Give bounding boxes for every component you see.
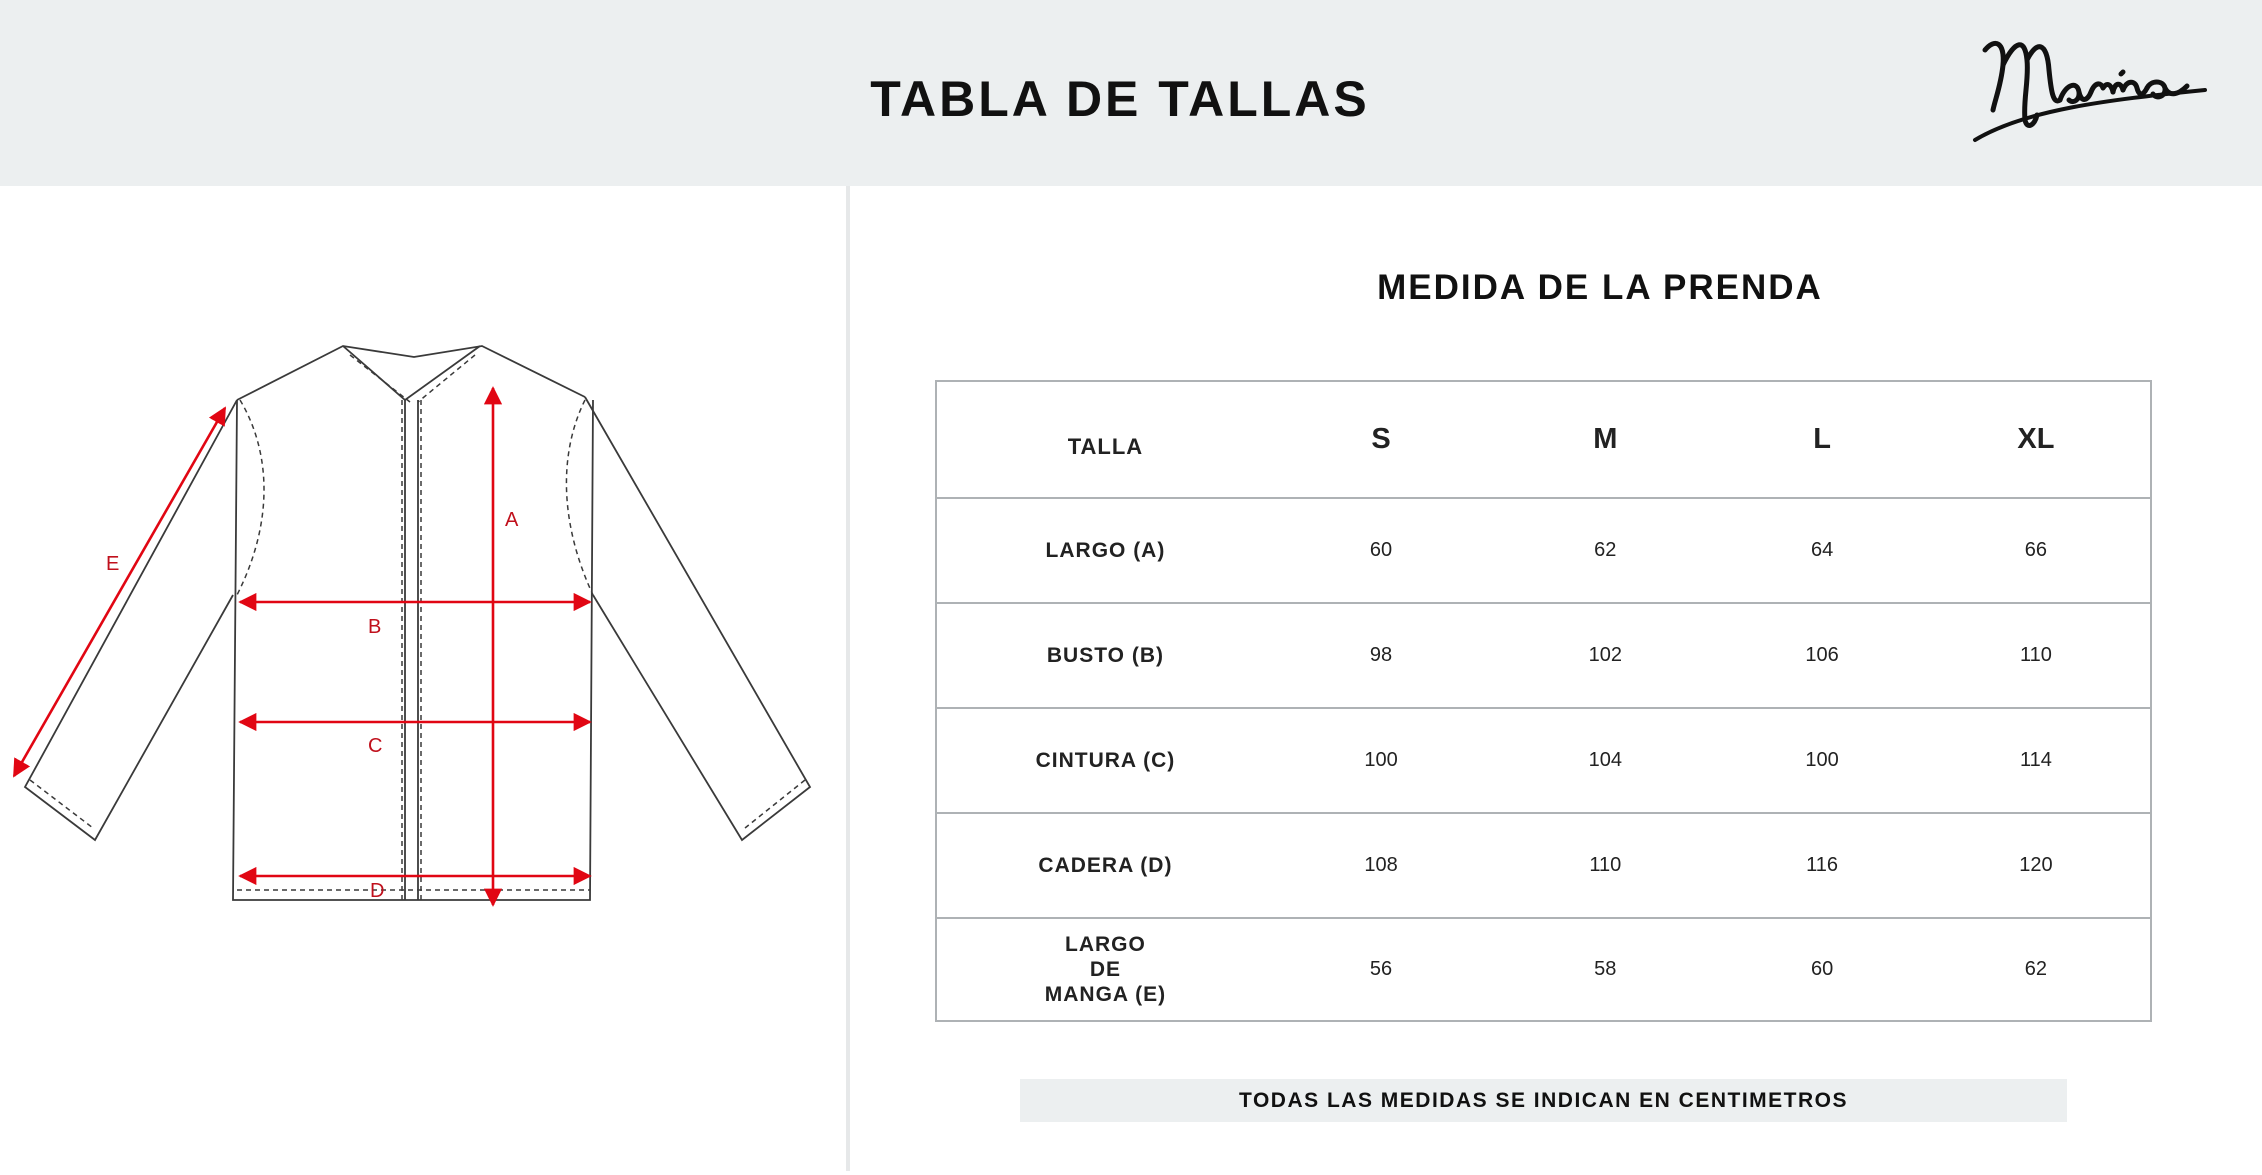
measure-arrow-e [14,408,225,776]
table-row [937,812,2150,917]
table-cell: 98 [1369,644,1393,666]
table-cell: 56 [1369,958,1393,980]
brand-logo [1965,30,2225,150]
label-e: E [106,553,120,575]
label-d: D [370,880,385,902]
row-label: LARGO DE MANGA (E) [1044,933,1167,1006]
table-cell: 106 [1805,644,1839,666]
table-cell: 66 [2024,539,2048,561]
table-row [937,707,2150,812]
table-cell: 110 [2019,644,2052,666]
vertical-divider [846,186,850,1171]
header-talla: TALLA [1067,433,1144,459]
page-title: TABLA DE TALLAS [870,71,1370,127]
table-cell: 104 [1588,749,1622,771]
units-note [1020,1079,2067,1122]
size-l: L [1813,423,1831,455]
table-header-row [937,382,2150,497]
jacket-outline [25,346,810,900]
table-row [937,917,2150,1020]
table-cell: 110 [1589,854,1622,876]
row-label: BUSTO (B) [1046,644,1164,667]
table-row [937,602,2150,707]
row-label: LARGO (A) [1045,539,1166,562]
table-cell: 58 [1594,958,1617,980]
size-xl: XL [2017,423,2055,455]
row-label: CINTURA (C) [1035,749,1176,772]
table-cell: 114 [2019,749,2052,771]
table-cell: 116 [1806,854,1839,876]
table-cell: 108 [1364,854,1398,876]
table-cell: 100 [1805,749,1839,771]
table-cell: 64 [1810,539,1834,561]
label-b: B [368,616,382,638]
size-s: S [1371,423,1391,455]
size-m: M [1593,423,1618,455]
jacket-diagram [0,300,840,940]
header-band [0,0,2262,186]
table-cell: 60 [1810,958,1834,980]
table-cell: 60 [1369,539,1393,561]
table-row [937,497,2150,602]
units-note-text: TODAS LAS MEDIDAS SE INDICAN EN CENTIMETROS [1239,1088,1848,1112]
row-label: CADERA (D) [1038,854,1173,877]
table-cell: 100 [1364,749,1398,771]
table-cell: 62 [1594,539,1617,561]
label-c: C [368,735,383,757]
table-cell: 102 [1588,644,1622,666]
table-cell: 120 [2019,854,2053,876]
size-table [935,380,2152,1022]
label-a: A [505,509,519,531]
table-cell: 62 [2024,958,2048,980]
section-title: MEDIDA DE LA PRENDA [1377,268,1823,307]
